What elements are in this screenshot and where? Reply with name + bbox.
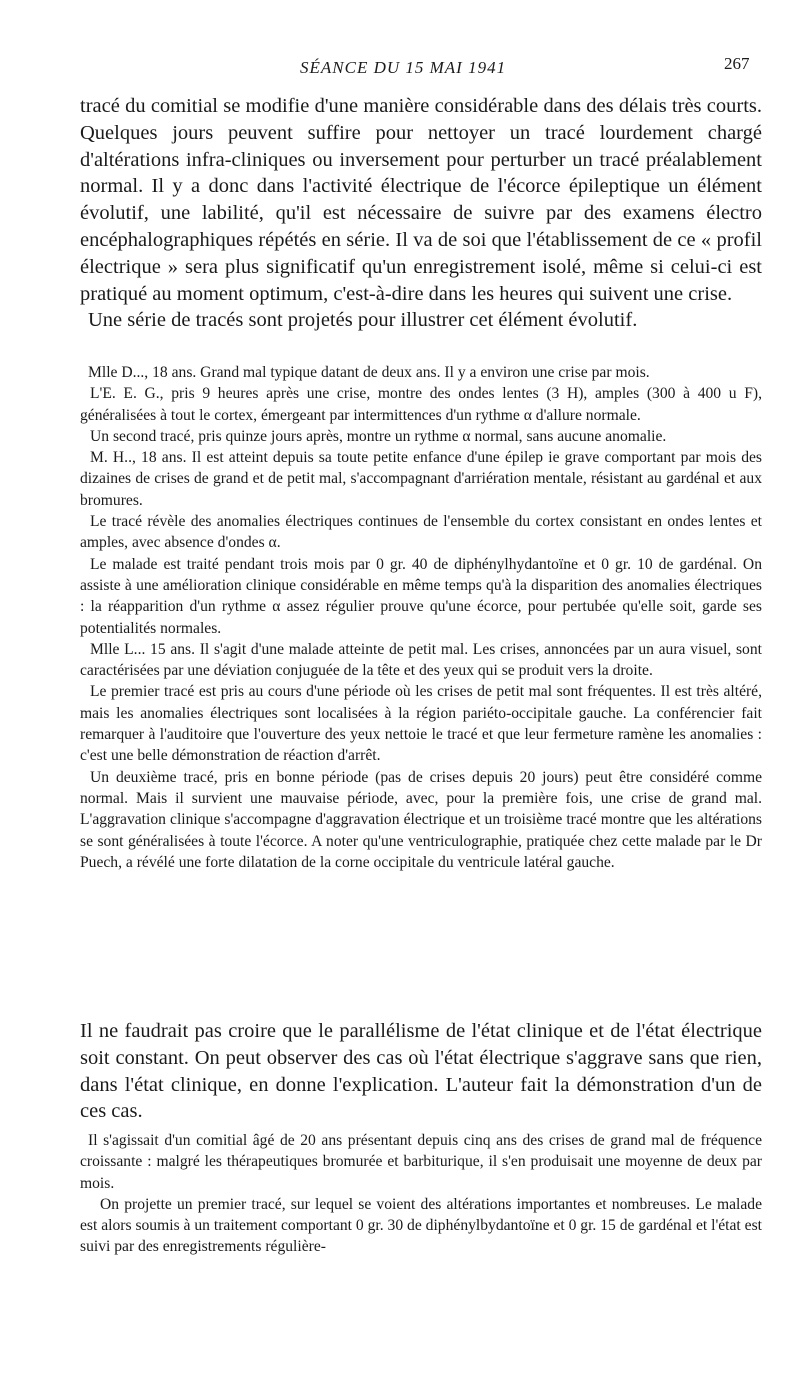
case-paragraph: Le premier tracé est pris au cours d'une période où les crises de petit mal sont fréquentes. Il est très altéré, mais les anomalies électriques sont localisées à la région pariéto-occipitale gauche. La conférencier fait remarquer à l'auditoire que l'ouverture des yeux nettoie le tracé et que leur fermeture ramène les anomalies : c'est une belle démonstration de réaction d'arrêt. <box>80 683 762 765</box>
case-paragraph: M. H.., 18 ans. Il est atteint depuis sa toute petite enfance d'une épilep ie grave comportant par mois des dizaines de crises de grand et de petit mal, s'accompagnant d'arriération mentale, résistant au gardénal et aux bromures. <box>80 449 762 509</box>
discussion-text-block <box>80 1018 762 1125</box>
opening-text-block <box>80 93 762 334</box>
case-paragraph: Le tracé révèle des anomalies électriques continues de l'ensemble du cortex consistant en ondes lentes et amples, avec absence d'ondes α. <box>80 513 762 552</box>
final-case-block <box>80 1130 762 1258</box>
case-paragraph: L'E. E. G., pris 9 heures après une crise, montre des ondes lentes (3 H), amples (300 à 400 u F), généralisées à tout le cortex, émergeant par intermittences d'un rythme α d'allure normale. <box>80 385 762 424</box>
page-number: 267 <box>724 54 750 73</box>
case-paragraph: Le malade est traité pendant trois mois par 0 gr. 40 de diphénylhydantoïne et 0 gr. 10 de gardénal. On assiste à une amélioration clinique considérable en même temps qu'à la disparition des anomalies électriques : la réapparition d'un rythme α assez régulier prouve qu'une écorce, pour pertubée qu'elle soit, garde ses potentialités normales. <box>80 555 762 637</box>
case-reports-block <box>80 362 762 873</box>
case-paragraph: Il s'agissait d'un comitial âgé de 20 ans présentant depuis cinq ans des crises de grand mal de fréquence croissante : malgré les thérapeutiques bromurée et barbiturique, il s'en produisait une moyenne de deux par mois. <box>80 1132 762 1192</box>
page-header <box>0 54 800 84</box>
case-paragraph: On projette un premier tracé, sur lequel se voient des altérations importantes et nombreuses. Le malade est alors soumis à un traitement comportant 0 gr. 30 de diphénylbydantoïne et 0 gr. 15 de gardénal et l'état est suivi par des enregistrements régulière- <box>80 1195 762 1256</box>
running-title: SÉANCE DU 15 MAI 1941 <box>300 58 507 77</box>
case-paragraph: Un second tracé, pris quinze jours après, montre un rythme α normal, sans aucune anomalie. <box>90 427 667 445</box>
paragraph: Il ne faudrait pas croire que le parallélisme de l'état clinique et de l'état électrique soit constant. On peut observer des cas où l'état électrique s'aggrave sans que rien, dans l'état clinique, en donne l'explication. L'auteur fait la démonstration d'un de ces cas. <box>80 1020 762 1123</box>
case-paragraph: Un deuxième tracé, pris en bonne période (pas de crises depuis 20 jours) peut être considéré comme normal. Mais il survient une mauvaise période, avec, pour la première fois, une crise de grand mal. L'aggravation clinique s'accompagne d'aggravation électrique et un troisième tracé montre que les altérations se sont généralisées à toute l'écorce. A noter qu'une ventriculographie, pratiquée chez cette malade par le Dr Puech, a révélé une forte dilatation de la corne occipitale du ventricule latéral gauche. <box>80 768 762 871</box>
paragraph: Une série de tracés sont projetés pour illustrer cet élément évolutif. <box>88 309 638 332</box>
paragraph: tracé du comitial se modifie d'une manière considérable dans des délais très courts. Quelques jours peuvent suffire pour nettoyer un tracé lourdement chargé d'altérations infra-cliniques ou inversement pour perturber un tracé préalablement normal. Il y a donc dans l'activité électrique de l'écorce épileptique un élément évolutif, une labilité, qu'il est nécessaire de suivre par des examens électro encéphalographiques répétés en série. Il va de soi que l'établissement de ce « profil électrique » sera plus significatif qu'un enregistrement isolé, même si celui-ci est pratiqué au moment optimum, c'est-à-dire dans les heures qui suivent une crise. <box>80 95 762 305</box>
case-paragraph: Mlle L... 15 ans. Il s'agit d'une malade atteinte de petit mal. Les crises, annoncées par un aura visuel, sont caractérisées par une déviation conjuguée de la tête et des yeux qui se produit vers la droite. <box>80 640 762 680</box>
case-paragraph: Mlle D..., 18 ans. Grand mal typique datant de deux ans. Il y a environ une crise par mois. <box>88 364 650 381</box>
